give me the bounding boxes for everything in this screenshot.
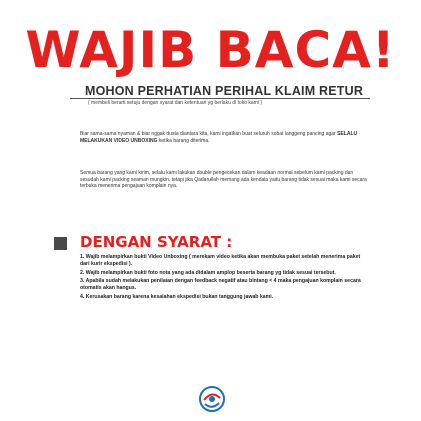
divider [70, 98, 370, 99]
conditions-heading: DENGAN SYARAT : [80, 233, 233, 251]
page-title: WAJIB BACA! [25, 21, 396, 79]
intro-text-a: Biar sama-sama nyaman & biar nggak dusta diantara kita, kami ingatkan buat seluruh sobat langgeng pancing agar [80, 131, 338, 137]
logo-svg [195, 384, 229, 414]
fishing-store-logo-icon [195, 384, 229, 414]
list-item: 4. Kerusakan barang karena kesalahan ekspedisi bukan tanggung jawab kami. [80, 293, 274, 300]
intro-paragraph-1 [80, 131, 370, 144]
bullet-square-icon [54, 237, 67, 250]
subtitle: MOHON PERHATIAN PERIHAL KLAIM RETUR [85, 84, 364, 98]
list-item: 2. Wajib melampirkan bukti foto nota yang ada didalam amplop beserta barang yg tidak sesuai tersebut. [80, 269, 336, 276]
intro-paragraph-2: Semua barang yang kami kirim, selalu kami lakukan double pengecekan dalam keadaan normal sebelum kami packing dan sesudah kami packing seaman mungkin. tetapi jika Qadarullah memang ada kendala yaitu barang tidak sesuai maka kami secara terbuka menerima pengajuan komplain nya. [80, 170, 367, 190]
conditions-list [80, 254, 370, 303]
subtitle-note: ( membeli berarti setuju dengan syarat dan ketentuan yg berlaku di toko kami ) [88, 100, 262, 106]
intro-text-b: ketika barang diterima. [157, 137, 210, 144]
list-item: 3. Apabila sudah melakukan penilaian dengan feedback negatif atau bintang < 4 maka pengajuan komplain secara otomatis akan hangus. [80, 278, 361, 292]
list-item: 1. Wajib melampirkan bukti Video Unboxing ( merekam video ketika akan membuka paket setelah menerima paket dari kurir ekspedisi ). [80, 254, 361, 267]
intro-highlight: SELALU MELAKUKAN VIDEO UNBOXING [80, 131, 358, 144]
